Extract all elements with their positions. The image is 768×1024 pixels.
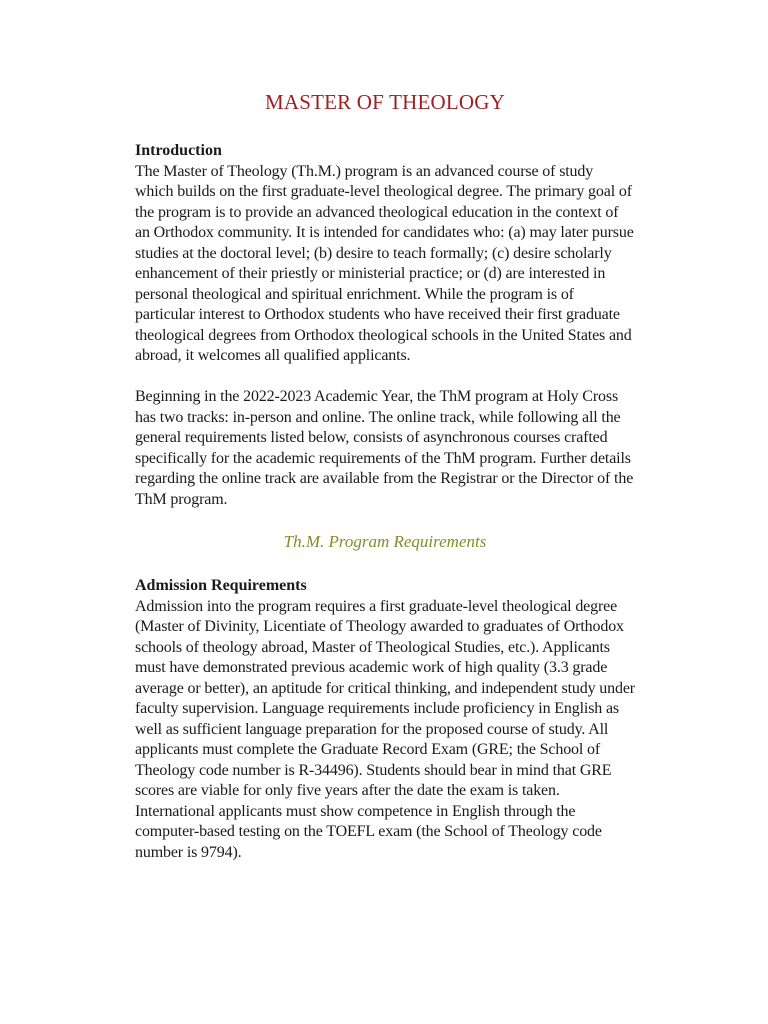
admission-paragraph: Admission into the program requires a first graduate-level theological degree (Master of Divinity, Licentiate of Theology awarded to graduates of Orthodox schools of theology abroad, Master of Theological Studies, etc.). Applicants must have demonstrated previous academic work of high quality (3.3 grade average or better), an aptitude for critical thinking, and independent study under faculty supervision. Language requirements include proficiency in English as well as sufficient language preparation for the proposed course of study. All applicants must complete the Graduate Record Exam (GRE; the School of Theology code number is R-34496). Students should bear in mind that GRE scores are viable for only five years after the date the exam is taken. International applicants must show competence in English through the computer-based testing on the TOEFL exam (the School of Theology code number is 9794). [135,597,635,861]
admission-heading: Admission Requirements [135,577,307,594]
introduction-paragraph-1: The Master of Theology (Th.M.) program is an advanced course of study which builds on the first graduate-level theological degree. The primary goal of the program is to provide an advanced theological education in the context of an Orthodox community. It is intended for candidates who: (a) may later pursue studies at the doctoral level; (b) desire to teach formally; (c) desire scholarly enhancement of their priestly or ministerial practice; or (d) are interested in personal theological and spiritual enrichment. While the program is of particular interest to Orthodox students who have received their first graduate theological degrees from Orthodox theological schools in the United States and abroad, it welcomes all qualified applicants. [135,162,634,364]
document-page [135,90,635,863]
introduction-section [135,141,635,510]
admission-section [135,576,635,863]
requirements-subtitle: Th.M. Program Requirements [283,532,487,551]
introduction-heading: Introduction [135,142,222,159]
introduction-paragraph-2: Beginning in the 2022-2023 Academic Year, the ThM program at Holy Cross has two tracks: in-person and online. The online track, while following all the general requirements listed below, consists of asynchronous courses crafted specifically for the academic requirements of the ThM program. Further details regarding the online track are available from the Registrar or the Director of the ThM program. [135,388,634,508]
page-title: MASTER OF THEOLOGY [264,90,506,114]
